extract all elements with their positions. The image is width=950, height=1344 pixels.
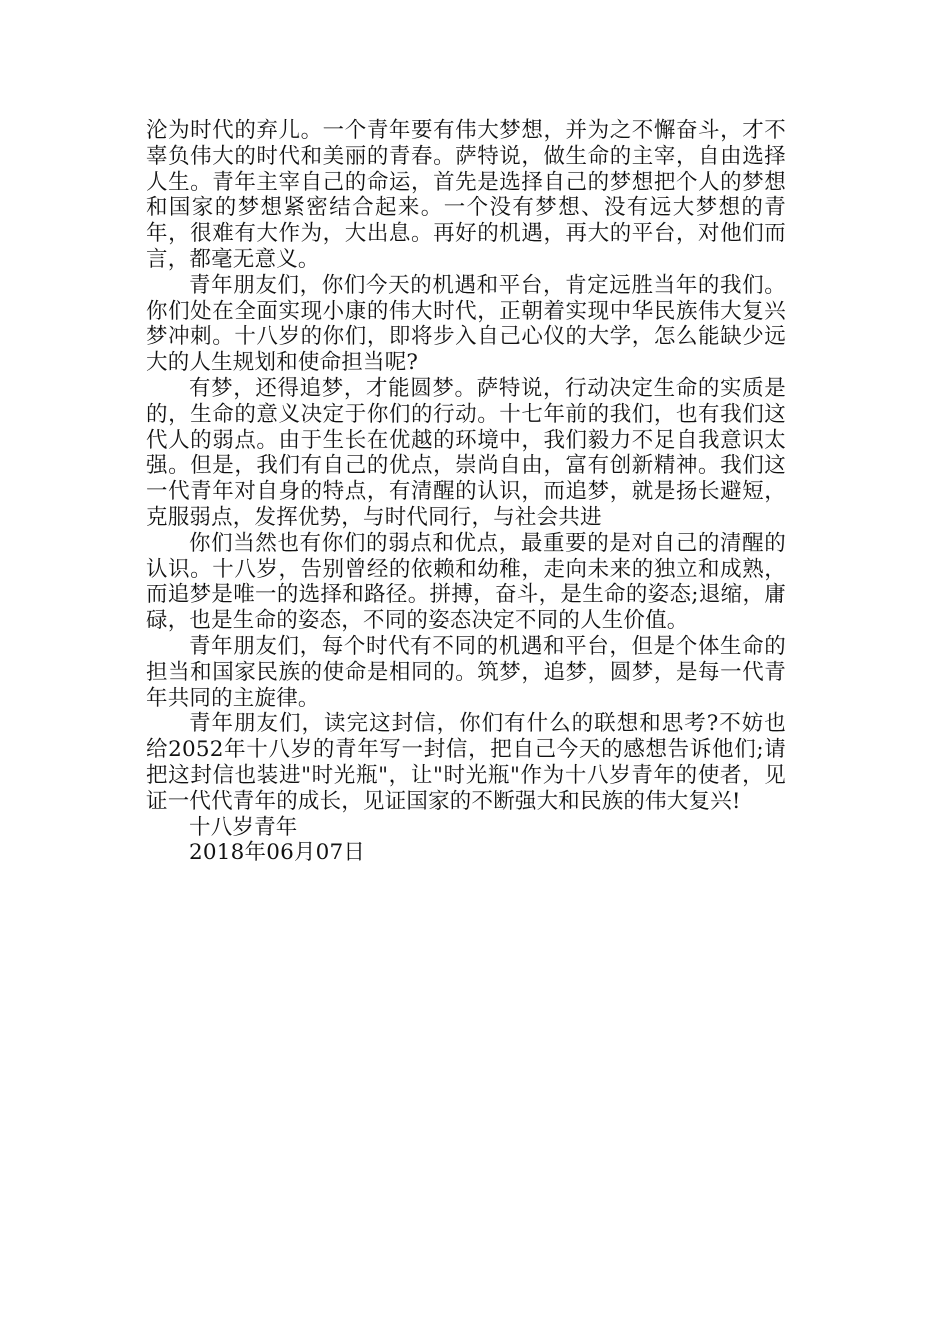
paragraph-2: 青年朋友们，你们今天的机遇和平台，肯定远胜当年的我们。你们处在全面实现小康的伟大时代，正朝着实现中华民族伟大复兴梦冲刺。十八岁的你们，即将步入自己心仪的大学，怎么能缺少远大的人生规划和使命担当呢?: [146, 272, 786, 376]
signature: 十八岁青年: [189, 814, 298, 840]
paragraph-5: 青年朋友们，每个时代有不同的机遇和平台，但是个体生命的担当和国家民族的使命是相同的。筑梦，追梦，圆梦，是每一代青年共同的主旋律。: [146, 633, 786, 711]
date: 2018年06月07日: [189, 840, 366, 866]
paragraph-6: 青年朋友们，读完这封信，你们有什么的联想和思考?不妨也给2052年十八岁的青年写一封信，把自己今天的感想告诉他们;请把这封信也装进"时光瓶"，让"时光瓶"作为十八岁青年的使者，见证一代代青年的成长，见证国家的不断强大和民族的伟大复兴!: [146, 711, 786, 814]
paragraph-1: 沦为时代的弃儿。一个青年要有伟大梦想，并为之不懈奋斗，才不辜负伟大的时代和美丽的青春。萨特说，做生命的主宰，自由选择人生。青年主宰自己的命运，首先是选择自己的梦想把个人的梦想和国家的梦想紧密结合起来。一个没有梦想、没有远大梦想的青年，很难有大作为，大出息。再好的机遇，再大的平台，对他们而言，都毫无意义。: [146, 118, 786, 272]
paragraph-4: 你们当然也有你们的弱点和优点，最重要的是对自己的清醒的认识。十八岁，告别曾经的依赖和幼稚，走向未来的独立和成熟，而追梦是唯一的选择和路径。拼搏，奋斗，是生命的姿态;退缩，庸碌，也是生命的姿态，不同的姿态决定不同的人生价值。: [146, 530, 786, 634]
paragraph-3: 有梦，还得追梦，才能圆梦。萨特说，行动决定生命的实质是的，生命的意义决定于你们的行动。十七年前的我们，也有我们这代人的弱点。由于生长在优越的环境中，我们毅力不足自我意识太强。但是，我们有自己的优点，崇尚自由，富有创新精神。我们这一代青年对自身的特点，有清醒的认识，而追梦，就是扬长避短，克服弱点，发挥优势，与时代同行，与社会共进: [146, 375, 786, 530]
letter-body: [146, 118, 786, 866]
